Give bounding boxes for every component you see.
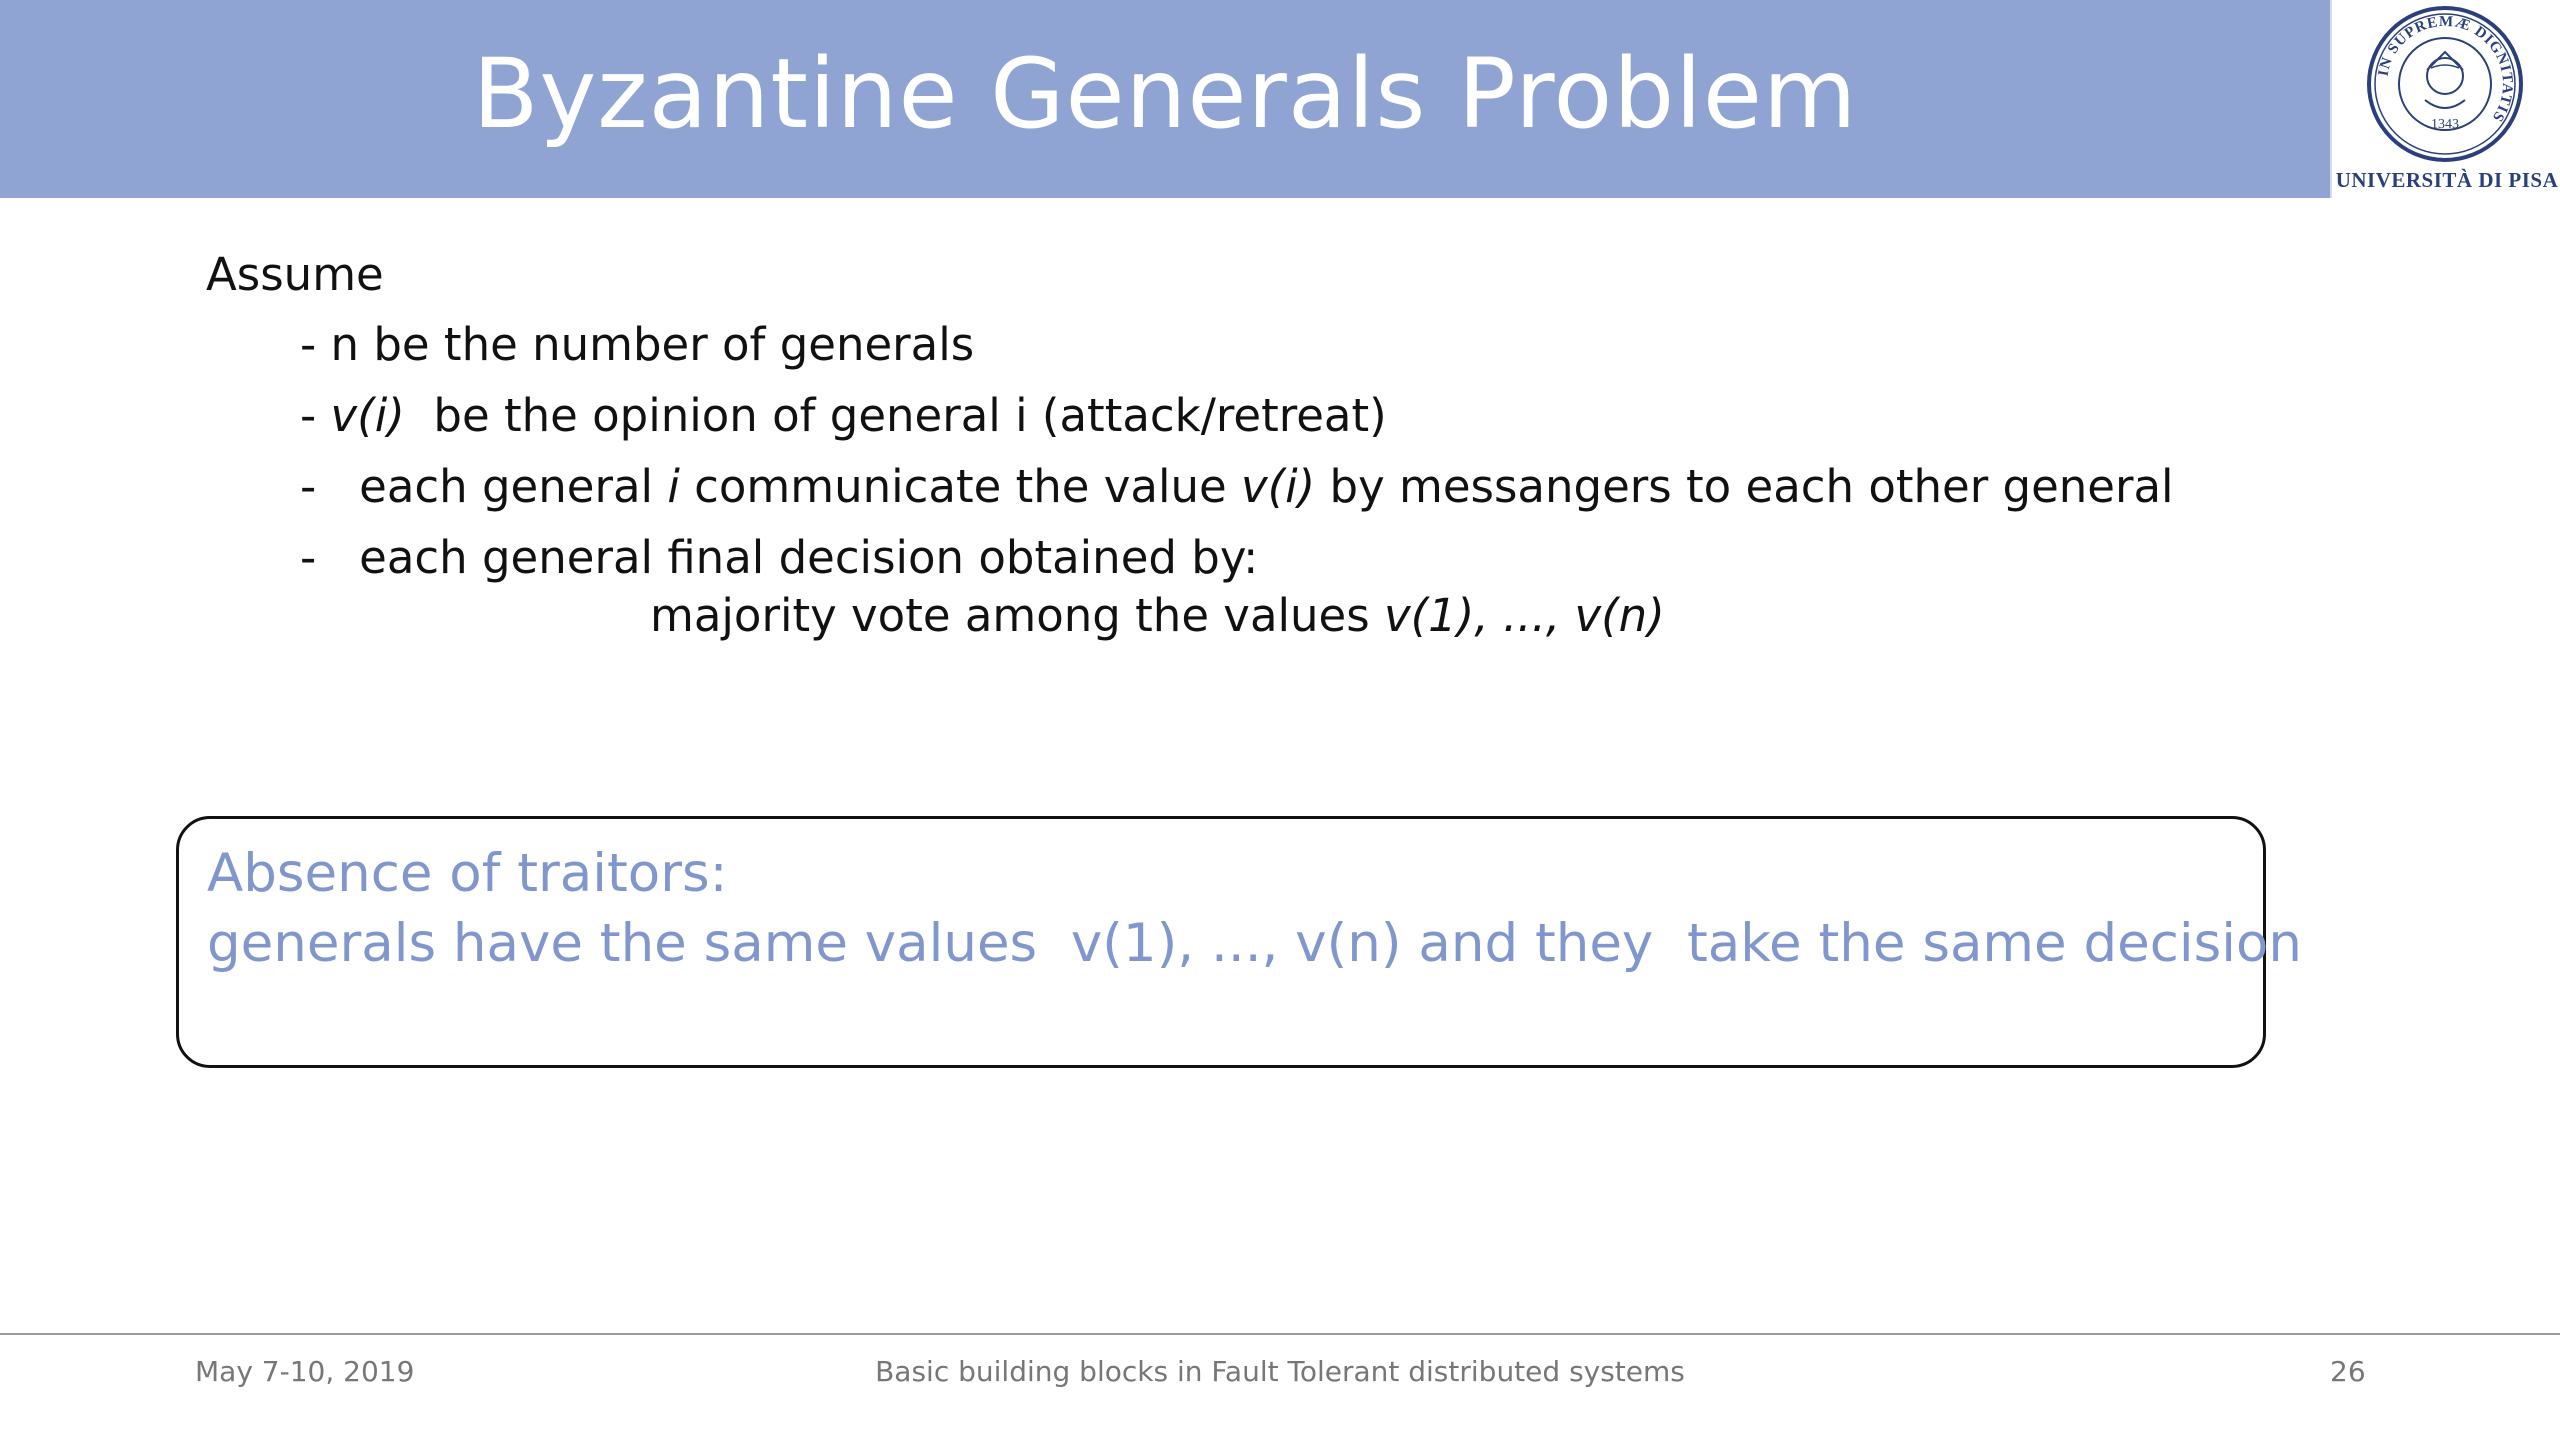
university-logo bbox=[2330, 0, 2560, 198]
bullet-dash: - bbox=[300, 531, 360, 584]
footer-divider bbox=[0, 1333, 2560, 1335]
page-number: 26 bbox=[2330, 1355, 2366, 1388]
seal-year: 1343 bbox=[2431, 117, 2459, 132]
bullet-dash: - bbox=[300, 318, 331, 371]
item-text: each general bbox=[359, 460, 668, 513]
item-text-italic: v(i) bbox=[1240, 460, 1316, 513]
item-text: majority vote among the values bbox=[650, 589, 1384, 642]
callout-box bbox=[176, 816, 2302, 1068]
item-text-italic: v(i) bbox=[330, 389, 405, 442]
slide-title: Byzantine Generals Problem bbox=[472, 38, 1858, 150]
item-text: by messangers to each other general bbox=[1315, 460, 2174, 513]
footer-title: Basic building blocks in Fault Tolerant distributed systems bbox=[875, 1355, 1685, 1388]
item-text-italic: i bbox=[667, 460, 680, 513]
item-text: be the opinion of general i (attack/retreat) bbox=[404, 389, 1387, 442]
bullet-dash: - bbox=[300, 389, 331, 442]
university-seal-icon bbox=[2365, 4, 2525, 164]
bullet-dash: - bbox=[300, 460, 360, 513]
callout-heading: Absence of traitors: bbox=[207, 843, 728, 904]
assume-item-4 bbox=[300, 531, 1258, 584]
footer-date: May 7-10, 2019 bbox=[195, 1355, 415, 1388]
assume-item-2 bbox=[300, 389, 1387, 442]
item-text: each general final decision obtained by: bbox=[359, 531, 1259, 584]
assume-item-3 bbox=[300, 460, 2174, 513]
item-text-italic: v(1), ..., v(n) bbox=[1383, 589, 1665, 642]
assume-heading: Assume bbox=[206, 248, 384, 301]
title-bar bbox=[0, 0, 2330, 198]
callout-text: generals have the same values v(1), ..., v(n) and they take the same decision bbox=[207, 913, 2302, 974]
seal-text: IN SUPREMÆ DIGNITATIS bbox=[2375, 13, 2516, 125]
item-text: n be the number of generals bbox=[330, 318, 975, 371]
majority-vote-line bbox=[650, 589, 1665, 642]
item-text: communicate the value bbox=[679, 460, 1241, 513]
assume-item-1 bbox=[300, 318, 974, 371]
logo-caption: UNIVERSITÀ DI PISA bbox=[2335, 168, 2559, 192]
